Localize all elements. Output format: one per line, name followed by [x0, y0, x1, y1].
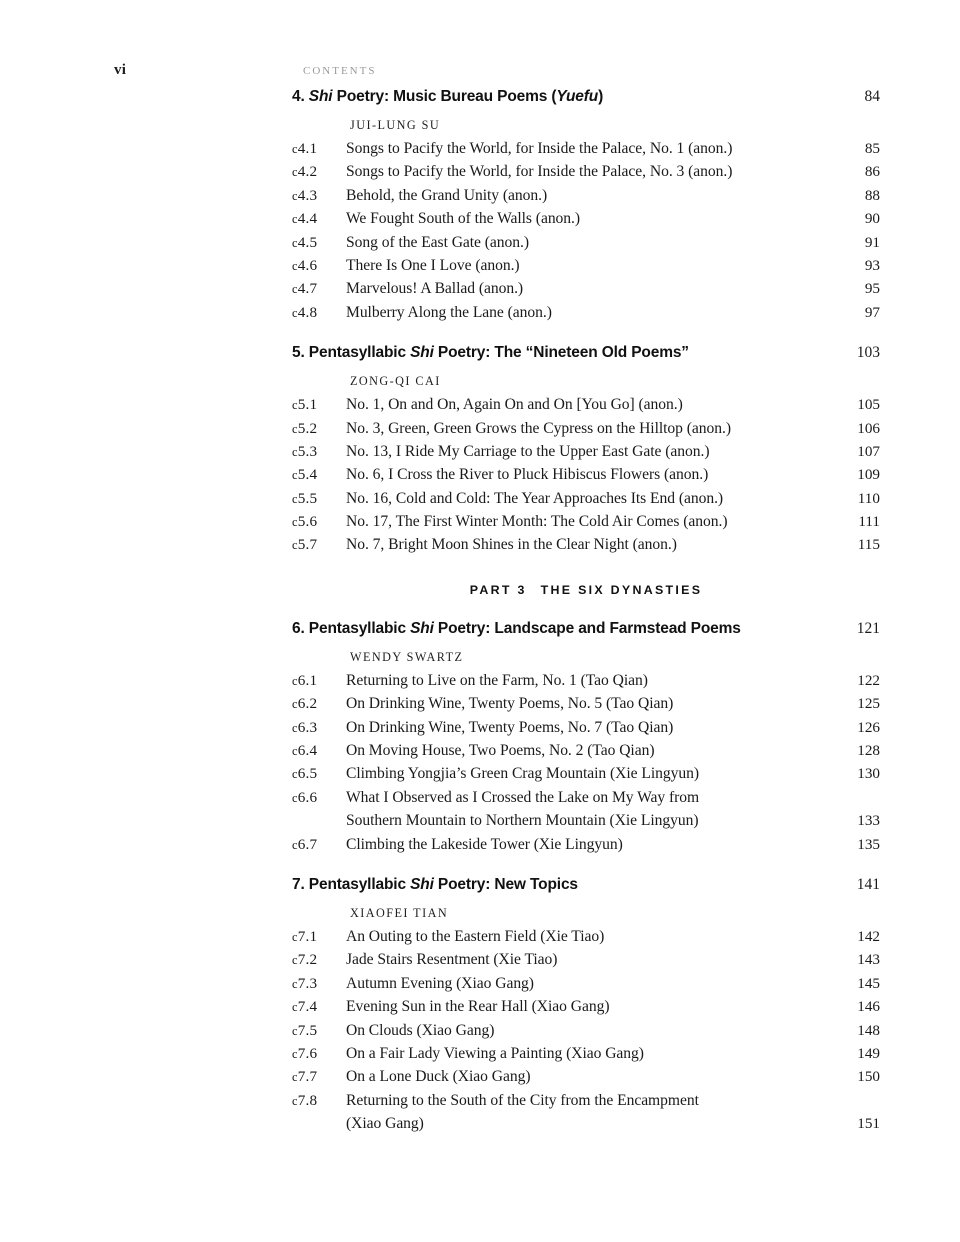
entry-page-number: 86: [864, 163, 880, 181]
entry-title: Climbing the Lakeside Tower (Xie Lingyun): [346, 835, 623, 853]
entry-page-number: 111: [858, 513, 880, 531]
entry-reference-prefix: c: [292, 744, 298, 759]
entry-title: No. 7, Bright Moon Shines in the Clear Night (anon.): [346, 536, 677, 554]
entry-reference-prefix: c: [292, 929, 298, 944]
entry-page-number: 126: [857, 718, 880, 736]
toc-entry-row[interactable]: [292, 466, 880, 489]
entry-reference: c7.3: [292, 974, 318, 992]
entry-page-number: 150: [857, 1068, 880, 1086]
entry-title: Behold, the Grand Unity (anon.): [346, 186, 548, 204]
entry-title: Songs to Pacify the World, for Inside the Palace, No. 3 (anon.): [346, 163, 733, 181]
chapter-title: 7. Pentasyllabic Shi Poetry: New Topics: [292, 875, 578, 893]
toc-entry-row[interactable]: [292, 765, 880, 788]
entry-title: No. 1, On and On, Again On and On [You Go] (anon.): [346, 396, 683, 414]
chapter-page-number: 84: [864, 88, 880, 105]
entry-reference: c6.4: [292, 742, 318, 760]
chapter-author: WENDY SWARTZ: [350, 649, 464, 664]
chapter-page-number: 103: [856, 344, 880, 362]
chapter-title: 4. Shi Poetry: Music Bureau Poems (Yuefu): [292, 88, 604, 105]
entry-reference-prefix: c: [292, 837, 298, 852]
entry-reference-prefix: c: [292, 953, 298, 968]
entry-title: On a Lone Duck (Xiao Gang): [346, 1068, 531, 1086]
entry-reference-prefix: c: [292, 212, 298, 227]
entry-title: Marvelous! A Ballad (anon.): [346, 280, 524, 298]
entry-page-number: 106: [857, 419, 880, 437]
toc-entry-row[interactable]: [292, 928, 880, 951]
toc-entry-row[interactable]: [292, 304, 880, 327]
entry-reference-prefix: c: [292, 720, 298, 735]
chapter-title: 5. Pentasyllabic Shi Poetry: The “Nineteen Old Poems”: [292, 344, 689, 362]
entry-reference-prefix: c: [292, 976, 298, 991]
toc-entry-row[interactable]: [292, 163, 880, 186]
toc-entry-row[interactable]: [292, 443, 880, 466]
toc-entry-row[interactable]: [292, 513, 880, 536]
chapter-heading-row[interactable]: [292, 620, 880, 646]
entry-reference-prefix: c: [292, 421, 298, 436]
entry-reference: c5.1: [292, 396, 318, 414]
entry-title: On Drinking Wine, Twenty Poems, No. 5 (Tao Qian): [346, 695, 674, 713]
entry-title: There Is One I Love (anon.): [346, 256, 520, 274]
entry-reference-prefix: c: [292, 515, 298, 530]
entry-reference: c6.5: [292, 765, 318, 783]
entry-page-number: 122: [857, 671, 880, 689]
toc-entry-row[interactable]: [292, 490, 880, 513]
entry-reference: c7.7: [292, 1068, 318, 1086]
entry-title: On a Fair Lady Viewing a Painting (Xiao Gang): [346, 1044, 644, 1062]
running-head: [0, 62, 960, 82]
entry-reference: c4.2: [292, 163, 318, 181]
entry-reference: c4.8: [292, 303, 318, 321]
entry-page-number: 146: [857, 998, 880, 1016]
chapter-spacer: [292, 859, 880, 876]
entry-page-number: 145: [857, 974, 880, 992]
chapter-heading-row[interactable]: [292, 88, 880, 114]
entry-reference: c4.6: [292, 256, 318, 274]
toc-chapter-block: [292, 88, 880, 327]
entry-title: No. 13, I Ride My Carriage to the Upper East Gate (anon.): [346, 442, 710, 460]
running-head-title: CONTENTS: [303, 65, 377, 77]
entry-title: Evening Sun in the Rear Hall (Xiao Gang): [346, 998, 610, 1016]
entry-title: We Fought South of the Walls (anon.): [346, 210, 581, 228]
entry-reference-prefix: c: [292, 188, 298, 203]
entry-reference-prefix: c: [292, 1046, 298, 1061]
entry-reference: c6.1: [292, 671, 318, 689]
entry-title: No. 6, I Cross the River to Pluck Hibiscus Flowers (anon.): [346, 466, 709, 484]
entry-page-number: 133: [857, 812, 880, 830]
toc-entry-row[interactable]: [292, 140, 880, 163]
entry-reference: c6.6: [292, 788, 318, 806]
chapter-title: 6. Pentasyllabic Shi Poetry: Landscape and Farmstead Poems: [292, 619, 741, 637]
toc-entry-row[interactable]: [292, 536, 880, 559]
toc-entry-row[interactable]: [292, 975, 880, 998]
chapter-author: XIAOFEI TIAN: [350, 905, 449, 920]
entry-page-number: 88: [864, 186, 880, 204]
toc-entry-row[interactable]: [292, 836, 880, 859]
entry-title: On Clouds (Xiao Gang): [346, 1021, 495, 1039]
chapter-page-number: 141: [856, 875, 880, 893]
toc-entry-row[interactable]: [292, 1022, 880, 1045]
entry-title: No. 3, Green, Green Grows the Cypress on the Hilltop (anon.): [346, 419, 732, 437]
entry-reference: c5.4: [292, 466, 318, 484]
part-title: THE SIX DYNASTIES: [540, 582, 703, 597]
entry-page-number: 90: [864, 210, 880, 228]
entry-page-number: 142: [857, 927, 880, 945]
entry-reference: c4.3: [292, 186, 318, 204]
entry-title: An Outing to the Eastern Field (Xie Tiao): [346, 927, 605, 945]
toc-entry-row[interactable]: [292, 1115, 880, 1138]
chapter-title-italic: Shi: [410, 619, 434, 637]
toc-entry-row[interactable]: [292, 257, 880, 280]
toc-entry-row[interactable]: [292, 280, 880, 303]
entry-reference: c7.1: [292, 927, 318, 945]
entry-page-number: 143: [857, 951, 880, 969]
toc-entry-row[interactable]: [292, 789, 880, 812]
toc-chapter-block: [292, 327, 880, 560]
entry-reference: c5.7: [292, 536, 318, 554]
entry-reference-prefix: c: [292, 468, 298, 483]
entry-reference: c4.5: [292, 233, 318, 251]
entry-reference-prefix: c: [292, 305, 298, 320]
entry-reference: c5.2: [292, 419, 318, 437]
toc-entry-row[interactable]: [292, 695, 880, 718]
entry-reference-prefix: c: [292, 1070, 298, 1085]
entry-title: No. 16, Cold and Cold: The Year Approaches Its End (anon.): [346, 489, 724, 507]
chapter-author: JUI-LUNG SU: [350, 118, 441, 132]
entry-title: (Xiao Gang): [346, 1115, 424, 1133]
entry-title: Returning to Live on the Farm, No. 1 (Tao Qian): [346, 671, 648, 689]
entry-reference-prefix: c: [292, 398, 298, 413]
entry-page-number: 149: [857, 1044, 880, 1062]
toc-entry-row[interactable]: [292, 1092, 880, 1115]
entry-reference: c6.3: [292, 718, 318, 736]
toc-entry-row[interactable]: [292, 719, 880, 742]
toc-entry-row[interactable]: [292, 1068, 880, 1091]
entry-reference-prefix: c: [292, 444, 298, 459]
chapter-title-italic-2: Yuefu: [556, 88, 599, 105]
toc-entry-row[interactable]: [292, 951, 880, 974]
entry-title: No. 17, The First Winter Month: The Cold Air Comes (anon.): [346, 513, 728, 531]
chapter-author: ZONG-QI CAI: [350, 374, 441, 389]
entry-reference: c6.7: [292, 835, 318, 853]
entry-title: Returning to the South of the City from the Encampment: [346, 1091, 699, 1109]
entry-page-number: 109: [857, 466, 880, 484]
entry-title: On Drinking Wine, Twenty Poems, No. 7 (Tao Qian): [346, 718, 674, 736]
entry-reference-prefix: c: [292, 673, 298, 688]
entry-reference-prefix: c: [292, 538, 298, 553]
entry-reference-prefix: c: [292, 282, 298, 297]
entry-reference: c5.6: [292, 513, 318, 531]
toc-entry-row[interactable]: [292, 998, 880, 1021]
chapter-title-italic: Shi: [410, 875, 434, 893]
entry-reference-prefix: c: [292, 767, 298, 782]
chapter-heading-row[interactable]: [292, 344, 880, 370]
entry-title: Song of the East Gate (anon.): [346, 233, 530, 251]
entry-reference: c7.6: [292, 1044, 318, 1062]
entry-reference: c5.5: [292, 489, 318, 507]
toc-entry-row[interactable]: [292, 187, 880, 210]
entry-page-number: 148: [857, 1021, 880, 1039]
entry-page-number: 91: [864, 233, 880, 251]
entry-reference: c5.3: [292, 442, 318, 460]
entry-reference: c4.7: [292, 280, 318, 298]
toc-entry-row[interactable]: [292, 742, 880, 765]
entry-title: Mulberry Along the Lane (anon.): [346, 303, 552, 321]
entry-reference-prefix: c: [292, 165, 298, 180]
entry-page-number: 130: [857, 765, 880, 783]
entry-reference: c7.4: [292, 998, 318, 1016]
entry-page-number: 107: [857, 442, 880, 460]
table-of-contents: [292, 88, 880, 1139]
toc-entry-row[interactable]: [292, 210, 880, 233]
chapter-title-italic: Shi: [410, 344, 434, 362]
toc-entry-row[interactable]: [292, 420, 880, 443]
entry-title: Jade Stairs Resentment (Xie Tiao): [346, 951, 558, 969]
entry-reference-prefix: c: [292, 491, 298, 506]
chapter-page-number: 121: [856, 619, 880, 637]
entry-reference: c7.2: [292, 951, 318, 969]
entry-page-number: 110: [857, 489, 880, 507]
part-label: PART 3: [469, 582, 527, 597]
entry-reference-prefix: c: [292, 790, 298, 805]
entry-reference-prefix: c: [292, 142, 298, 156]
entry-title: On Moving House, Two Poems, No. 2 (Tao Qian): [346, 742, 655, 760]
entry-title: Climbing Yongjia’s Green Crag Mountain (Xie Lingyun): [346, 765, 699, 783]
chapter-heading-row[interactable]: [292, 876, 880, 902]
entry-reference-prefix: c: [292, 258, 298, 273]
entry-reference: c4.1: [292, 140, 318, 157]
chapter-title-italic: Shi: [308, 88, 333, 105]
entry-title: Songs to Pacify the World, for Inside the Palace, No. 1 (anon.): [346, 140, 733, 157]
entry-reference-prefix: c: [292, 235, 298, 250]
toc-entry-row[interactable]: [292, 396, 880, 419]
toc-entry-row[interactable]: [292, 812, 880, 835]
toc-entry-row[interactable]: [292, 1045, 880, 1068]
toc-entry-row[interactable]: [292, 672, 880, 695]
toc-entry-row[interactable]: [292, 234, 880, 257]
entry-reference: c7.5: [292, 1021, 318, 1039]
entry-page-number: 125: [857, 695, 880, 713]
entry-page-number: 128: [857, 742, 880, 760]
chapter-spacer: [292, 327, 880, 344]
entry-page-number: 95: [864, 280, 880, 298]
entry-page-number: 93: [864, 256, 880, 274]
entry-reference-prefix: c: [292, 1093, 298, 1108]
part-divider: [292, 583, 880, 603]
entry-page-number: 151: [857, 1115, 880, 1133]
entry-title: Autumn Evening (Xiao Gang): [346, 974, 534, 992]
entry-page-number: 97: [864, 303, 880, 321]
toc-chapter-block: [292, 620, 880, 859]
entry-page-number: 135: [857, 835, 880, 853]
entry-reference: c4.4: [292, 210, 318, 228]
entry-page-number: 85: [864, 140, 880, 157]
entry-reference-prefix: c: [292, 1023, 298, 1038]
entry-page-number: 105: [857, 396, 880, 414]
entry-reference-prefix: c: [292, 697, 298, 712]
entry-reference: c6.2: [292, 695, 318, 713]
entry-reference-prefix: c: [292, 1000, 298, 1015]
toc-chapter-block: [292, 859, 880, 1139]
folio-number: vi: [114, 62, 127, 78]
entry-title: What I Observed as I Crossed the Lake on My Way from: [346, 788, 700, 806]
entry-page-number: 115: [857, 536, 880, 554]
entry-reference: c7.8: [292, 1091, 318, 1109]
entry-title: Southern Mountain to Northern Mountain (Xie Lingyun): [346, 812, 699, 830]
